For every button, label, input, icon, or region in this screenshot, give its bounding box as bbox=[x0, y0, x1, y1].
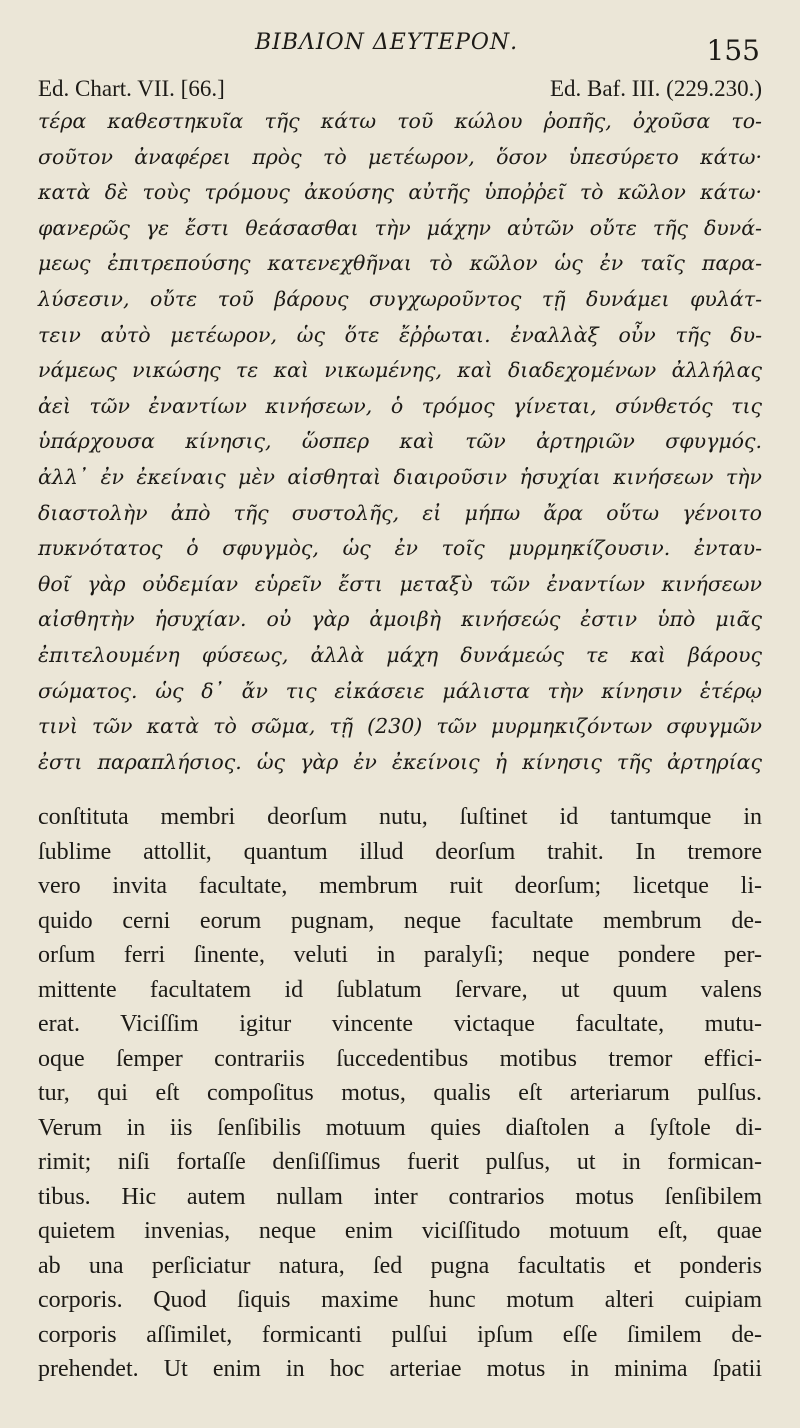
greek-text-line: τειν αὐτὸ μετέωρον, ὡς ὅτε ἔῤῥωται. ἐναλλὰξ οὖν τῆς δυ- bbox=[38, 322, 762, 347]
greek-text-line: λύσεσιν, οὔτε τοῦ βάρους συγχωροῦντος τῇ δυνάμει φυλάτ- bbox=[38, 286, 762, 311]
latin-text-line: quido cerni eorum pugnam, neque facultate membrum de- bbox=[38, 907, 762, 934]
running-title: ΒΙΒΛΙΟΝ ΔΕΥΤΕΡΟΝ. bbox=[255, 30, 519, 55]
latin-text-line: corporis aſſimilet, formicanti pulſui ipſum eſſe ſimilem de- bbox=[38, 1321, 762, 1348]
greek-text-line: ἐστι παραπλήσιος. ὡς γὰρ ἐν ἐκείνοις ἡ κίνησις τῆς ἀρτηρίας bbox=[38, 749, 762, 774]
greek-text-line: ἀεὶ τῶν ἐναντίων κινήσεων, ὁ τρόμος γίνεται, σύνθετός τις bbox=[38, 393, 762, 418]
latin-text-line: ab una perſiciatur natura, ſed pugna facultatis et ponderis bbox=[38, 1252, 762, 1279]
latin-text-line: erat. Viciſſim igitur vincente victaque facultate, mutu- bbox=[38, 1011, 762, 1037]
greek-text-line: ἀλλ᾽ ἐν ἐκείναις μὲν αἰσθηταὶ διαιροῦσιν ἡσυχίαι κινήσεων τὴν bbox=[38, 464, 762, 489]
greek-text-line: μεως ἐπιτρεπούσης κατενεχθῆναι τὸ κῶλον ὡς ἐν ταῖς παρα- bbox=[38, 251, 762, 276]
greek-text-line: τέρα καθεστηκυῖα τῆς κάτω τοῦ κώλου ῥοπῆς, ὀχοῦσα το- bbox=[38, 109, 762, 133]
greek-text-line: διαστολὴν ἀπὸ τῆς συστολῆς, εἰ μήπω ἄρα οὕτω γένοιτο bbox=[38, 500, 762, 525]
running-head bbox=[0, 30, 800, 67]
latin-text-line: prehendet. Ut enim in hoc arteriae motus in minima ſpatii bbox=[38, 1356, 762, 1382]
latin-text-line: oque ſemper contrariis ſuccedentibus motibus tremor effici- bbox=[38, 1045, 762, 1072]
edition-basel-reference: Ed. Baf. III. (229.230.) bbox=[549, 76, 762, 101]
greek-text-line: νάμεως νικώσης τε καὶ νικωμένης, καὶ διαδεχομένων ἀλλήλας bbox=[38, 358, 762, 383]
latin-text-line: rimit; niſi fortaſſe denſiſſimus fuerit pulſus, ut in formican- bbox=[38, 1149, 762, 1175]
latin-text-line: Verum in iis ſenſibilis motuum quies diaſtolen a ſyſtole di- bbox=[38, 1114, 762, 1141]
latin-text-line: quietem invenias, neque enim viciſſitudo motuum eſt, quae bbox=[38, 1218, 762, 1244]
latin-text-line: conſtituta membri deorſum nutu, ſuſtinet id tantumque in bbox=[38, 804, 762, 830]
greek-text-line: φανερῶς γε ἔστι θεάσασθαι τὴν μάχην αὐτῶν οὔτε τῆς δυνά- bbox=[38, 215, 762, 240]
latin-text-line: tur, qui eſt compoſitus motus, qualis eſt arteriarum pulſus. bbox=[38, 1080, 762, 1106]
greek-text-line: ὑπάρχουσα κίνησις, ὥσπερ καὶ τῶν ἀρτηριῶν σφυγμός. bbox=[38, 429, 762, 454]
greek-text-block bbox=[38, 104, 762, 780]
page-number: 155 bbox=[706, 34, 760, 67]
latin-text-block bbox=[38, 800, 762, 1387]
greek-text-line: αἰσθητὴν ἡσυχίαν. οὐ γὰρ ἀμοιβὴ κινήσεώς ἐστιν ὑπὸ μιᾶς bbox=[38, 607, 762, 632]
edition-reference-line bbox=[38, 76, 762, 106]
greek-text-line: θοῖ γὰρ οὐδεμίαν εὑρεῖν ἔστι μεταξὺ τῶν ἐναντίων κινήσεων bbox=[38, 571, 762, 596]
latin-text-line: mittente facultatem id ſublatum ſervare, ut quum valens bbox=[38, 976, 762, 1003]
latin-text-line: vero invita facultate, membrum ruit deorſum; licetque li- bbox=[38, 873, 762, 899]
greek-text-line: πυκνότατος ὁ σφυγμὸς, ὡς ἐν τοῖς μυρμηκίζουσιν. ἐνταυ- bbox=[38, 536, 762, 561]
greek-text-line: σώματος. ὡς δ᾽ ἄν τις εἰκάσειε μάλιστα τὴν κίνησιν ἑτέρῳ bbox=[38, 678, 762, 703]
latin-text-line: ſublime attollit, quantum illud deorſum trahit. In tremore bbox=[38, 838, 762, 865]
edition-chartier-reference: Ed. Chart. VII. [66.] bbox=[38, 76, 225, 101]
latin-text-line: orſum ferri ſinente, veluti in paralyſi; neque pondere per- bbox=[38, 942, 762, 968]
greek-text-line: τινὶ τῶν κατὰ τὸ σῶμα, τῇ (230) τῶν μυρμηκιζόντων σφυγμῶν bbox=[38, 714, 762, 739]
greek-text-line: ἐπιτελουμένη φύσεως, ἀλλὰ μάχη δυνάμεώς τε καὶ βάρους bbox=[38, 642, 762, 667]
greek-text-line: κατὰ δὲ τοὺς τρόμους ἀκούσης αὐτῆς ὑποῤῥεῖ τὸ κῶλον κάτω· bbox=[38, 180, 762, 205]
greek-text-line: σοῦτον ἀναφέρει πρὸς τὸ μετέωρον, ὅσον ὑπεσύρετο κάτω· bbox=[38, 144, 762, 169]
latin-text-line: tibus. Hic autem nullam inter contrarios motus ſenſibilem bbox=[38, 1183, 762, 1210]
latin-text-line: corporis. Quod ſiquis maxime hunc motum alteri cuipiam bbox=[38, 1287, 762, 1313]
